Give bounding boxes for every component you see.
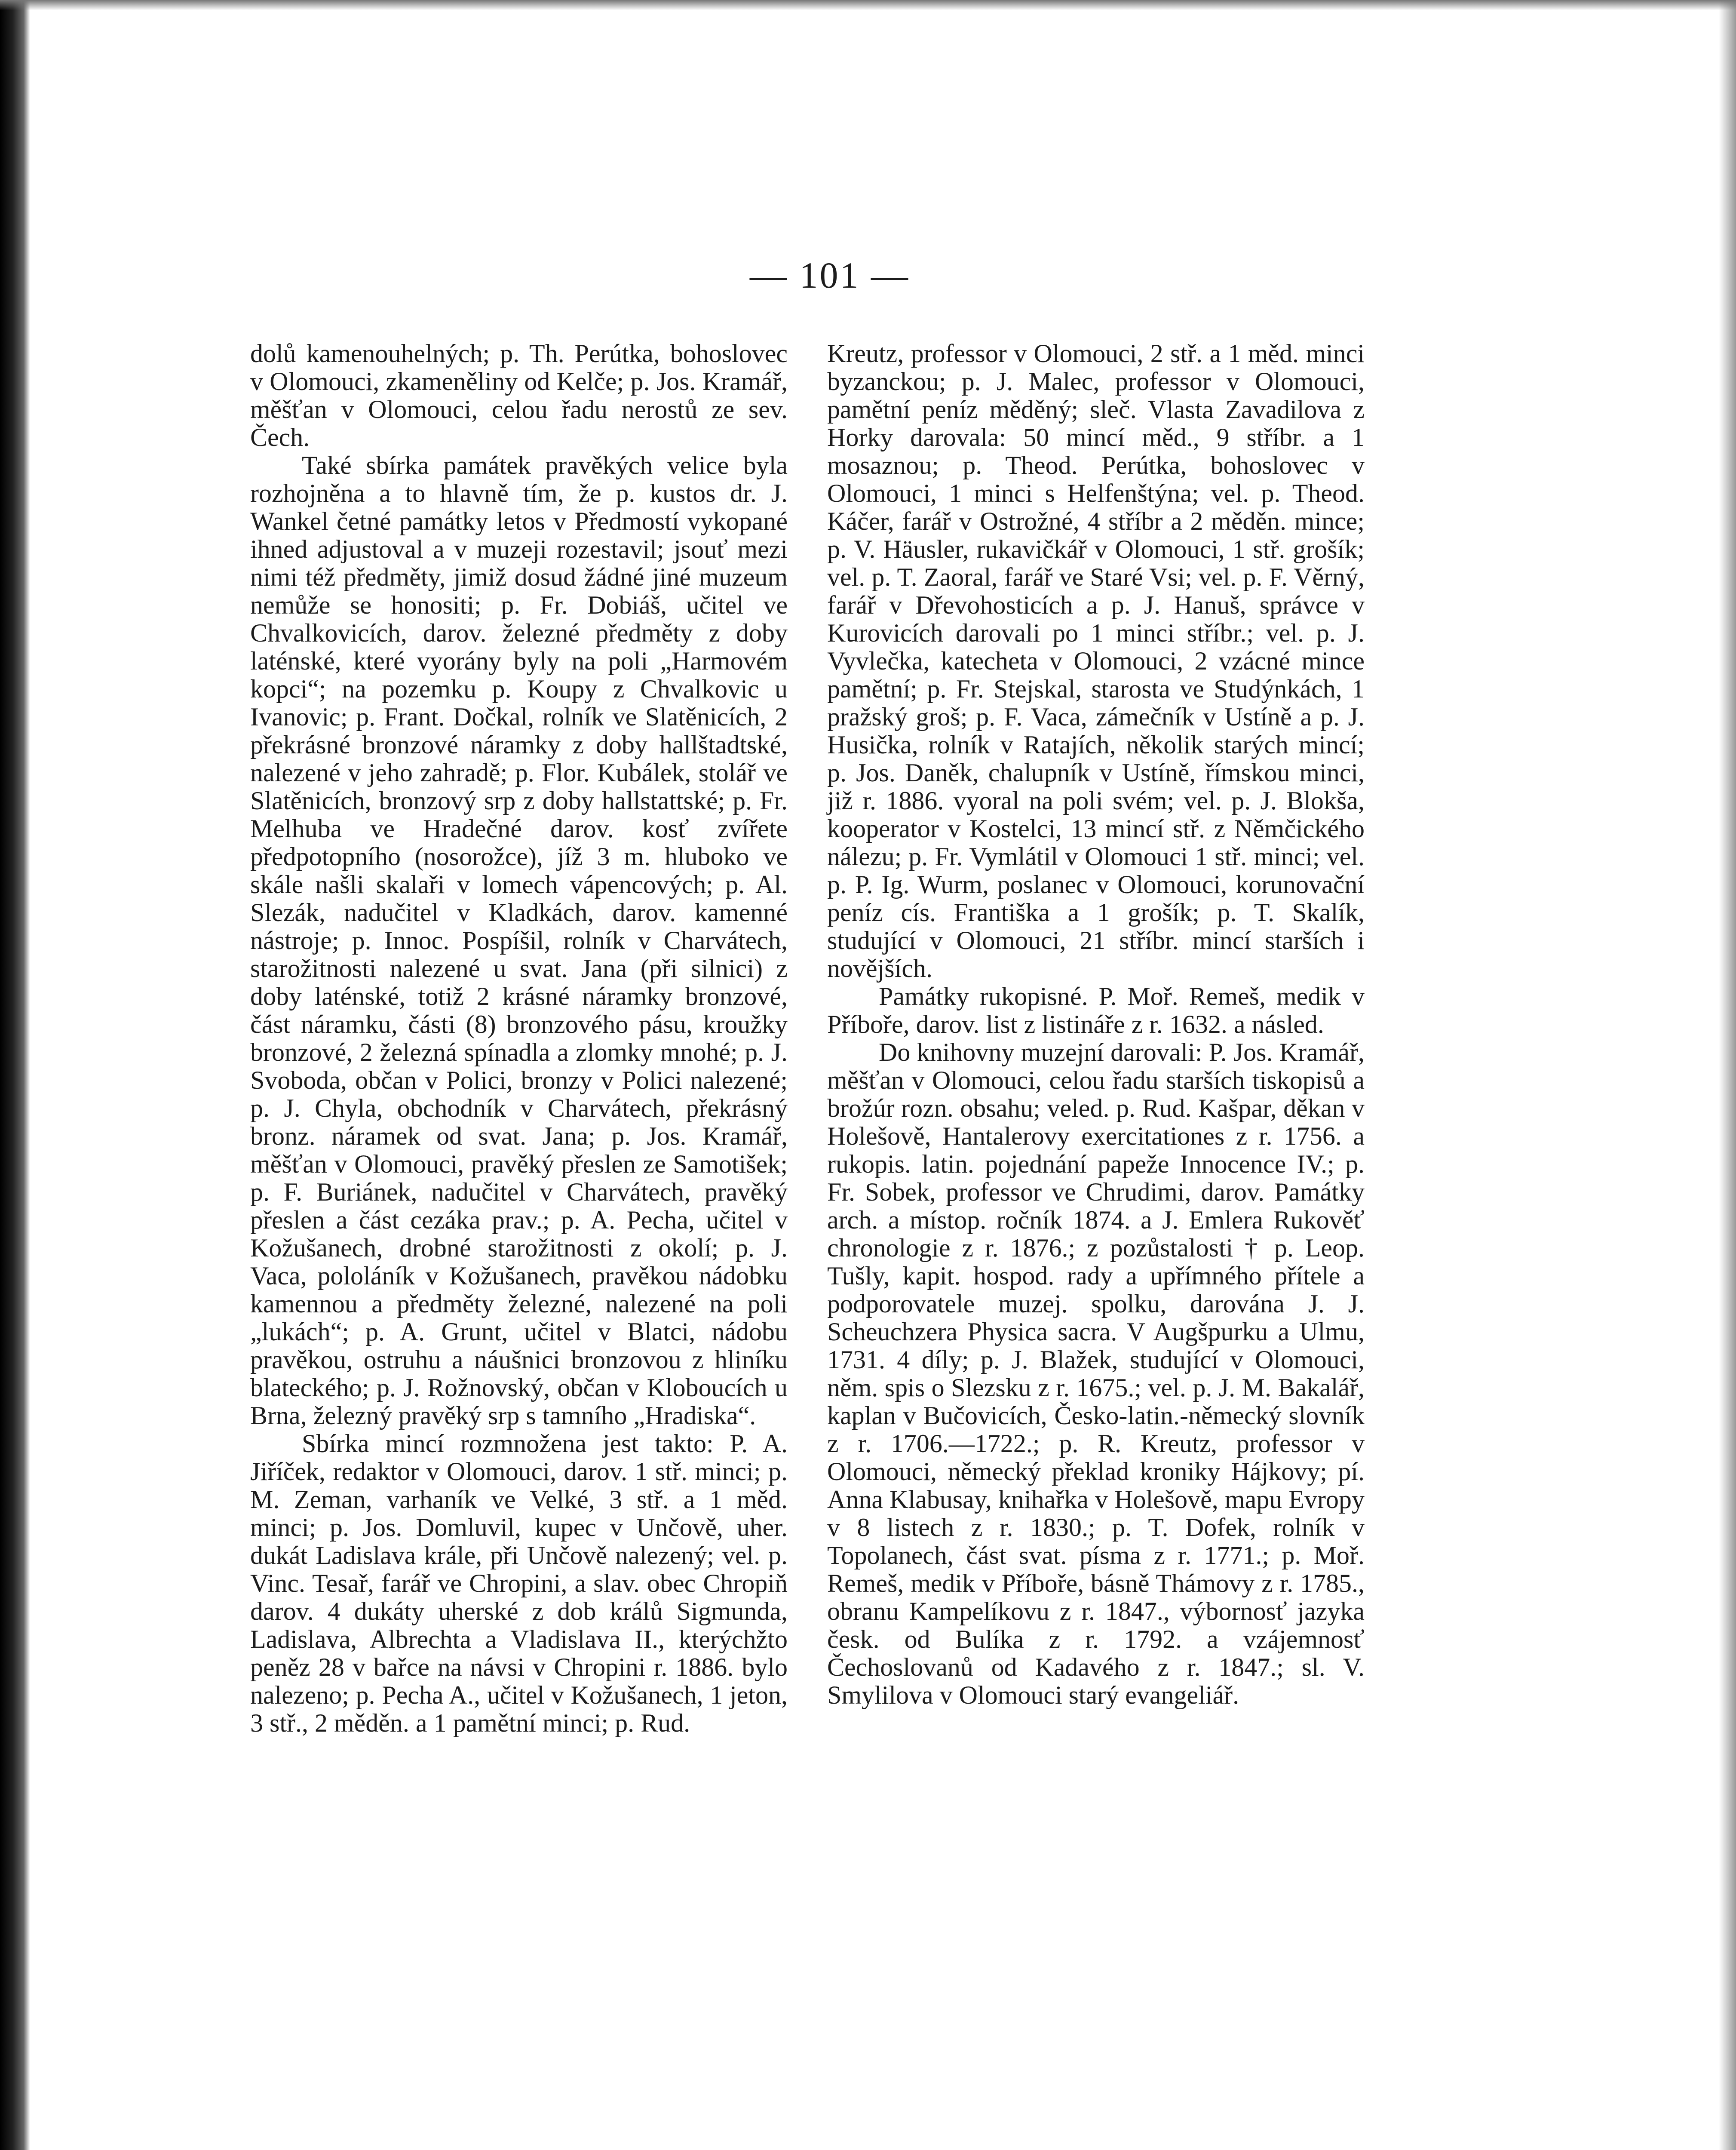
right-column <box>827 340 1365 1709</box>
page-number: — 101 — <box>750 255 910 296</box>
scan-edge-top <box>0 0 1736 10</box>
right-paragraph-1: Kreutz, professor v Olomouci, 2 stř. a 1 měd. minci byzanckou; p. J. Malec, professor v Olomouci, pamětní peníz měděný; sleč. Vlasta Zavadilova z Horky darovala: 50 mincí měd., 9 stříbr. a 1 mosaznou; p. Theod. Perútka, bohoslovec v Olomouci, 1 minci s Helfenštýna; vel. p. Theod. Káčer, farář v Ostrožné, 4 stříbr a 2 měděn. mince; p. V. Häusler, rukavičkář v Olomouci, 1 stř. grošík; vel. p. T. Zaoral, farář ve Staré Vsi; vel. p. F. Věrný, farář v Dřevohosticích a p. J. Hanuš, správce v Kurovicích darovali po 1 minci stříbr.; vel. p. J. Vyvlečka, katecheta v Olomouci, 2 vzácné mince pamětní; p. Fr. Stejskal, starosta ve Studýnkách, 1 pražský groš; p. F. Vaca, zámečník v Ustíně a p. J. Husička, rolník v Ratajích, několik starých mincí; p. Jos. Daněk, chalupník v Ustíně, římskou minci, již r. 1886. vyoral na poli svém; vel. p. J. Blokša, kooperator v Kostelci, 13 mincí stř. z Němčického nálezu; p. Fr. Vymlátil v Olomouci 1 stř. minci; vel. p. P. Ig. Wurm, poslanec v Olomouci, korunovační peníz cís. Františka a 1 grošík; p. T. Skalík, studující v Olomouci, 21 stříbr. mincí starších i novějších. <box>827 339 1365 983</box>
left-paragraph-2: Také sbírka památek pravěkých velice byla rozhojněna a to hlavně tím, že p. kustos dr. J. Wankel četné památky letos v Předmostí vykopané ihned adjustoval a v muzeji rozestavil; jsouť mezi nimi též předměty, jimiž dosud žádné jiné muzeum nemůže se honositi; p. Fr. Dobiáš, učitel ve Chvalkovicích, darov. železné předměty z doby laténské, které vyorány byly na poli „Harmovém kopci“; na pozemku p. Koupy z Chvalkovic u Ivanovic; p. Frant. Dočkal, rolník ve Slatěnicích, 2 překrásné bronzové náramky z doby hallštadtské, nalezené v jeho zahradě; p. Flor. Kubálek, stolář ve Slatěnicích, bronzový srp z doby hallstattské; p. Fr. Melhuba ve Hradečné darov. kosť zvířete předpotopního (nosorožce), jíž 3 m. hluboko ve skále našli skalaři v lomech vápencových; p. Al. Slezák, nadučitel v Kladkách, darov. kamenné nástroje; p. Innoc. Pospíšil, rolník v Charvátech, starožitnosti nalezené u svat. Jana (při silnici) z doby laténské, totiž 2 krásné náramky bronzové, část náramku, části (8) bronzového pásu, kroužky bronzové, 2 železná spínadla a zlomky mnohé; p. J. Svoboda, občan v Polici, bronzy v Polici nalezené; p. J. Chyla, obchodník v Charvátech, překrásný bronz. náramek od svat. Jana; p. Jos. Kramář, měšťan v Olomouci, pravěký přeslen ze Samotišek; p. F. Buriánek, nadučitel v Charvátech, pravěký přeslen a část cezáka prav.; p. A. Pecha, učitel v Kožušanech, drobné starožitnosti z okolí; p. J. Vaca, pololáník v Kožušanech, pravěkou nádobku kamennou a předměty železné, nalezené na poli „lukách“; p. A. Grunt, učitel v Blatci, nádobu pravěkou, ostruhu a náušnici bronzovou z hliníku blateckého; p. J. Rožnovský, občan v Kloboucích u Brna, železný pravěký srp s tamního „Hradiska“. <box>250 451 788 1430</box>
scan-edge-left <box>0 0 30 2150</box>
left-paragraph-3: Sbírka mincí rozmnožena jest takto: P. A. Jiříček, redaktor v Olomouci, darov. 1 stř. minci; p. M. Zeman, varhaník ve Velké, 3 stř. a 1 měd. minci; p. Jos. Domluvil, kupec v Unčově, uher. dukát Ladislava krále, při Unčově nalezený; vel. p. Vinc. Tesař, farář ve Chropini, a slav. obec Chropiň darov. 4 dukáty uherské z dob králů Sigmunda, Ladislava, Albrechta a Vladislava II., kterýchžto peněz 28 v bařce na návsi v Chropini r. 1886. bylo nalezeno; p. Pecha A., učitel v Kožušanech, 1 jeton, 3 stř., 2 měděn. a 1 pamětní minci; p. Rud. <box>250 1429 788 1737</box>
right-paragraph-2: Památky rukopisné. P. Moř. Remeš, medik v Příboře, darov. list z listináře z r. 1632. a násled. <box>827 982 1365 1038</box>
right-paragraph-3: Do knihovny muzejní darovali: P. Jos. Kramář, měšťan v Olomouci, celou řadu starších tiskopisů a brožúr rozn. obsahu; veled. p. Rud. Kašpar, děkan v Holešově, Hantalerovy exercitationes z r. 1756. a rukopis. latin. pojednání papeže Innocence IV.; p. Fr. Sobek, professor ve Chrudimi, darov. Památky arch. a místop. ročník 1874. a J. Emlera Rukověť chronologie z r. 1876.; z pozůstalosti † p. Leop. Tušly, kapit. hospod. rady a upřímného přítele a podporovatele muzej. spolku, darována J. J. Scheuchzera Physica sacra. V Augšpurku a Ulmu, 1731. 4 díly; p. J. Blažek, studující v Olomouci, něm. spis o Slezsku z r. 1675.; vel. p. J. M. Bakalář, kaplan v Bučovicích, Česko-latin.-německý slovník z r. 1706.—1722.; p. R. Kreutz, professor v Olomouci, německý překlad kroniky Hájkovy; pí. Anna Klabusay, knihařka v Holešově, mapu Evropy v 8 listech z r. 1830.; p. T. Dofek, rolník v Topolanech, část svat. písma z r. 1771.; p. Moř. Remeš, medik v Příboře, básně Thámovy z r. 1785., obranu Kampelíkovu z r. 1847., výbornosť jazyka česk. od Bulíka z r. 1792. a vzájemnosť Čechoslovanů od Kadavého z r. 1847.; sl. V. Smylilova v Olomouci starý evangeliář. <box>827 1038 1365 1709</box>
left-paragraph-1: dolů kamenouhelných; p. Th. Perútka, bohoslovec v Olomouci, zkameněliny od Kelče; p. Jos. Kramář, měšťan v Olomouci, celou řadu nerostů ze sev. Čech. <box>250 339 788 452</box>
left-column <box>250 340 788 1737</box>
scan-edge-right <box>1719 0 1736 2150</box>
